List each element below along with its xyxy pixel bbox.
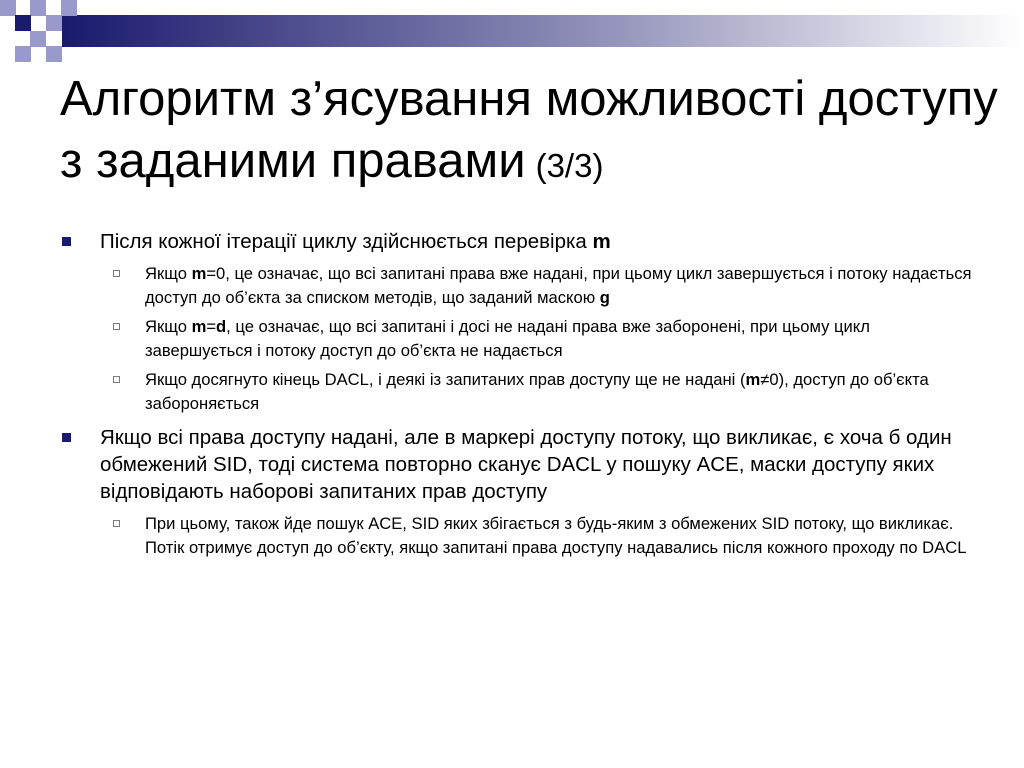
deco-square [61, 0, 77, 16]
deco-square [46, 15, 62, 31]
sub-bullet-text: = [206, 317, 217, 336]
title-main: Алгоритм з’ясування можливості доступу з заданими правами [60, 72, 998, 188]
hollow-square-bullet-icon [113, 520, 120, 527]
variable-d: d [216, 317, 227, 336]
square-bullet-icon [62, 237, 71, 246]
sub-bullet-item [62, 262, 982, 310]
hollow-square-bullet-icon [113, 270, 120, 277]
deco-square [0, 0, 16, 16]
sub-bullet-item [62, 315, 982, 363]
bullet-item [62, 424, 982, 505]
sub-bullet-text: При цьому, також йде пошук ACE, SID яких збігається з будь-яким з обмежених SID потоку, що викликає. Потік отримує доступ до об’єкту, якщо запитані права доступу надавались після кожного проходу по DACL [145, 514, 967, 557]
sub-bullet-text: , це означає, що всі запитані і досі не надані права вже заборонені, при цьому цикл завершується і потоку доступ до об’єкта не надається [145, 317, 870, 360]
sub-bullet-text: ≠0), доступ до об’єкта забороняється [145, 370, 929, 413]
deco-square [30, 0, 46, 16]
deco-square [15, 46, 31, 62]
sub-bullet-text: Якщо досягнуто кінець DACL, і деякі із запитаних прав доступу ще не надані ( [145, 370, 746, 389]
title-suffix: (3/3) [535, 147, 604, 184]
gradient-band [62, 15, 1024, 47]
variable-m: m [592, 230, 611, 253]
sub-bullet-item [62, 512, 982, 560]
bullet-text: Після кожної ітерації циклу здійснюється перевірка [100, 230, 593, 253]
slide-title [60, 68, 1000, 197]
bullet-group [62, 424, 982, 560]
slide-body [62, 228, 982, 568]
square-bullet-icon [62, 433, 71, 442]
variable-m: m [191, 264, 207, 283]
variable-g: g [599, 288, 610, 307]
sub-bullet-text: Якщо [145, 264, 192, 283]
sub-bullet-item [62, 368, 982, 416]
bullet-item [62, 228, 982, 255]
deco-square [15, 15, 31, 31]
sub-bullet-text: =0, це означає, що всі запитані права вже надані, при цьому цикл завершується і потоку надається доступ до об’єкта за списком методів, що заданий маскою [145, 264, 972, 307]
header-decoration [0, 0, 1024, 62]
deco-square [30, 31, 46, 47]
variable-m: m [745, 370, 761, 389]
variable-m: m [191, 317, 207, 336]
hollow-square-bullet-icon [113, 376, 120, 383]
bullet-group [62, 228, 982, 416]
sub-bullet-text: Якщо [145, 317, 192, 336]
hollow-square-bullet-icon [113, 323, 120, 330]
deco-square [46, 46, 62, 62]
bullet-text: Якщо всі права доступу надані, але в маркері доступу потоку, що викликає, є хоча б один обмежений SID, тоді система повторно сканує DACL у пошуку ACE, маски доступу яких відповідають наборові запитаних прав доступу [100, 426, 952, 503]
